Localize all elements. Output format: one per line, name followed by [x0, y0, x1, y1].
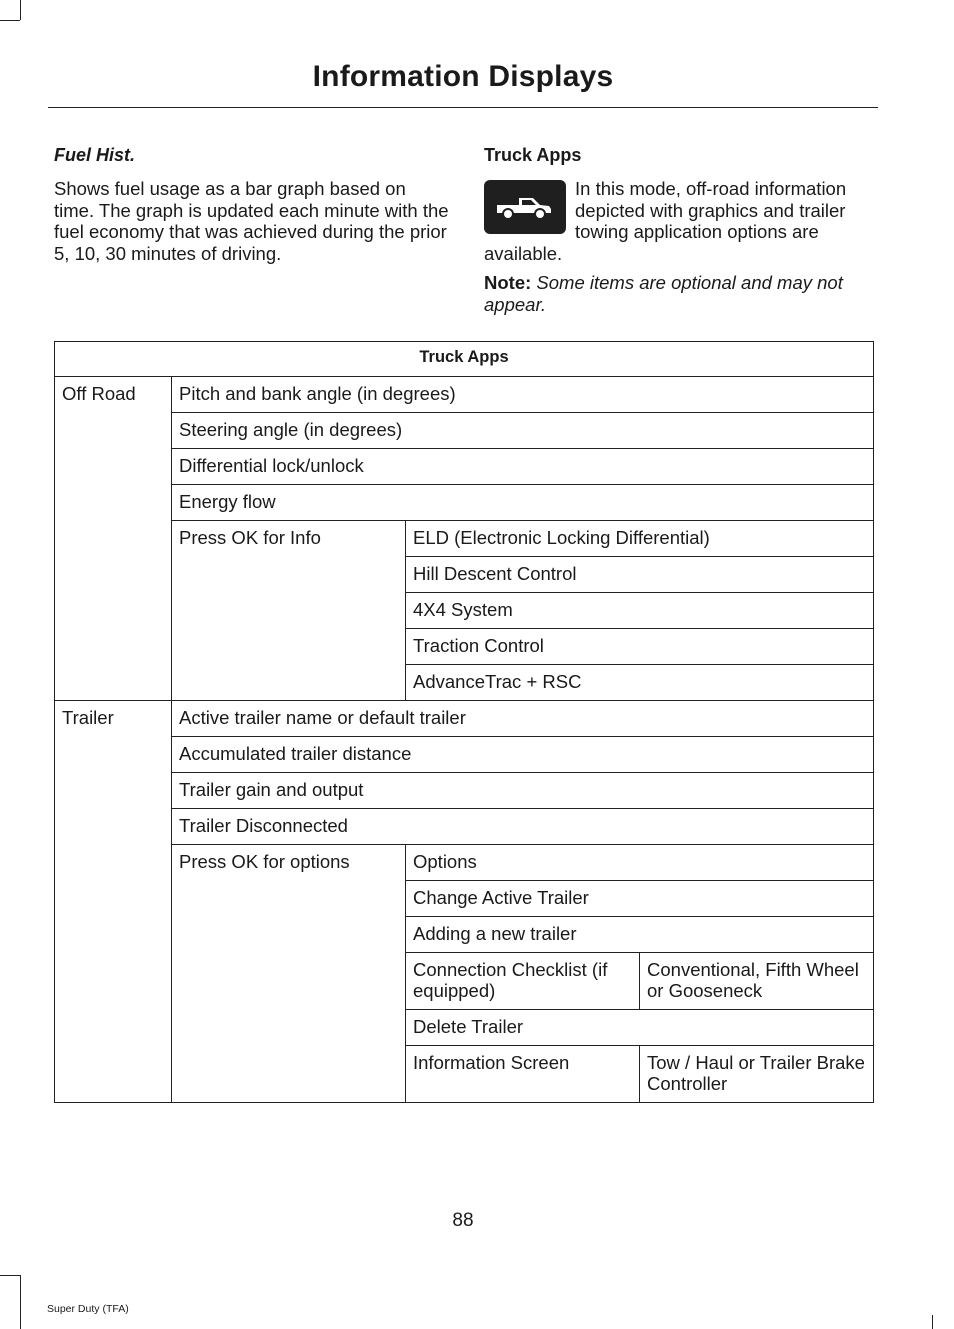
table-cell: Energy flow [172, 485, 874, 521]
table-cell: Hill Descent Control [406, 557, 874, 593]
crop-mark [20, 0, 21, 20]
table-cell: Pitch and bank angle (in degrees) [172, 377, 874, 413]
table-row [55, 449, 874, 485]
truck-apps-table [54, 341, 874, 1103]
truck-apps-section [484, 145, 874, 315]
fuel-hist-section [54, 145, 449, 264]
table-row [55, 377, 874, 413]
table-row [55, 737, 874, 773]
table-caption: Truck Apps [55, 342, 874, 377]
table-row [55, 413, 874, 449]
truck-icon [484, 180, 566, 234]
table-cell: Tow / Haul or Trailer Brake Controller [640, 1046, 874, 1103]
footer-model: Super Duty (TFA) [47, 1303, 129, 1315]
truck-apps-note [484, 272, 874, 315]
table-cell: Differential lock/unlock [172, 449, 874, 485]
crop-mark [0, 20, 20, 21]
table-cell: Delete Trailer [406, 1010, 874, 1046]
press-ok-info: Press OK for Info [172, 521, 406, 701]
press-ok-options: Press OK for options [172, 845, 406, 1103]
truck-apps-heading: Truck Apps [484, 145, 582, 165]
table-cell: AdvanceTrac + RSC [406, 665, 874, 701]
table-cell: Trailer Disconnected [172, 809, 874, 845]
table-cell: Traction Control [406, 629, 874, 665]
note-text: Some items are optional and may not appear. [484, 272, 843, 315]
note-label: Note: [484, 272, 532, 293]
crop-mark [0, 1275, 20, 1276]
truck-apps-body: In this mode, off-road information depicted with graphics and trailer towing application options are available. [484, 178, 847, 264]
table-row [55, 701, 874, 737]
table-cell: Change Active Trailer [406, 881, 874, 917]
table-cell: Active trailer name or default trailer [172, 701, 874, 737]
table-cell: Options [406, 845, 874, 881]
table-row [55, 521, 874, 557]
table-row [55, 773, 874, 809]
table-row [55, 485, 874, 521]
table-row [55, 845, 874, 881]
fuel-hist-body: Shows fuel usage as a bar graph based on time. The graph is updated each minute with the fuel economy that was achieved during the prior 5, 10, 30 minutes of driving. [54, 178, 449, 264]
table-cell: Adding a new trailer [406, 917, 874, 953]
table-cell: Information Screen [406, 1046, 640, 1103]
table-cell: Trailer gain and output [172, 773, 874, 809]
crop-mark [20, 1275, 21, 1329]
page-number: 88 [452, 1210, 474, 1231]
table-cell: Conventional, Fifth Wheel or Gooseneck [640, 953, 874, 1010]
page-title: Information Displays [312, 60, 614, 93]
table-cell: Connection Checklist (if equipped) [406, 953, 640, 1010]
table-cell: Steering angle (in degrees) [172, 413, 874, 449]
trailer-label: Trailer [55, 701, 172, 1103]
page-header [48, 58, 878, 108]
off-road-label: Off Road [55, 377, 172, 701]
table-row [55, 809, 874, 845]
crop-mark [932, 1315, 933, 1329]
table-cell: 4X4 System [406, 593, 874, 629]
table-cell: Accumulated trailer distance [172, 737, 874, 773]
table-cell: ELD (Electronic Locking Differential) [406, 521, 874, 557]
fuel-hist-heading: Fuel Hist. [54, 145, 136, 165]
